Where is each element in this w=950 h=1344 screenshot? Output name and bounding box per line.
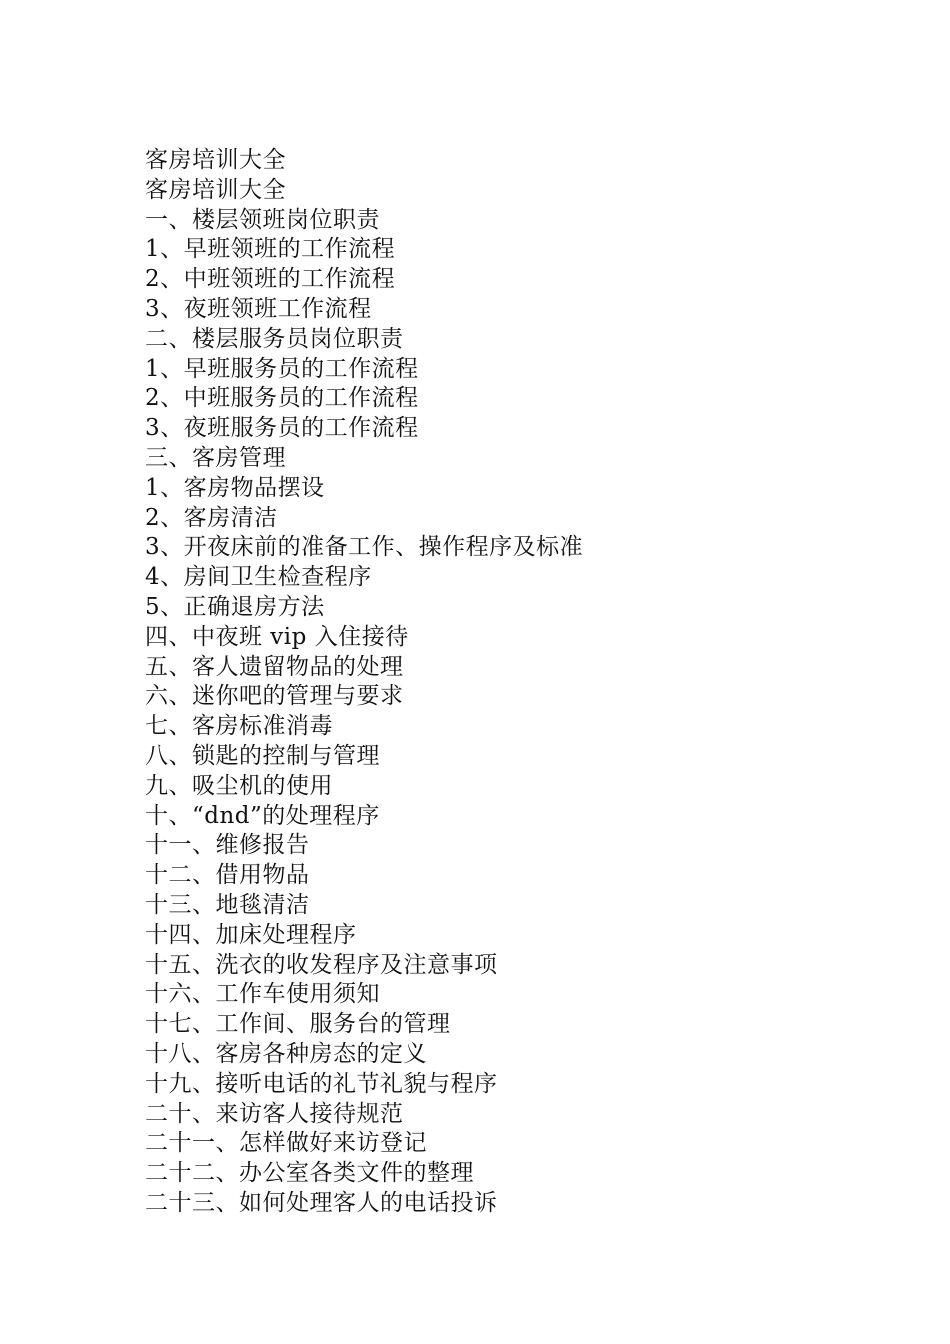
toc-line: 2、中班服务员的工作流程 (145, 385, 419, 412)
toc-line: 十三、地毯清洁 (145, 891, 310, 918)
toc-line: 二、楼层服务员岗位职责 (145, 325, 404, 352)
toc-line: 3、开夜床前的准备工作、操作程序及标准 (145, 534, 584, 561)
table-of-contents (145, 146, 845, 1219)
toc-line: 十八、客房各种房态的定义 (145, 1040, 427, 1067)
toc-line: 十六、工作车使用须知 (145, 981, 380, 1008)
toc-line: 1、客房物品摆设 (145, 474, 325, 501)
toc-line: 二十二、办公室各类文件的整理 (145, 1160, 474, 1187)
toc-line: 二十一、怎样做好来访登记 (145, 1130, 427, 1157)
toc-line: 八、锁匙的控制与管理 (145, 742, 380, 769)
toc-line: 一、楼层领班岗位职责 (145, 206, 380, 233)
toc-line: 三、客房管理 (145, 444, 286, 471)
toc-line: 4、房间卫生检查程序 (145, 564, 372, 591)
toc-line: 十四、加床处理程序 (145, 921, 357, 948)
document-title: 客房培训大全 (145, 147, 286, 173)
toc-line: 十九、接听电话的礼节礼貌与程序 (145, 1070, 498, 1097)
toc-line: 二十、来访客人接待规范 (145, 1100, 404, 1127)
toc-line: 5、正确退房方法 (145, 593, 325, 620)
toc-line: 十七、工作间、服务台的管理 (145, 1011, 451, 1038)
toc-line: 十、“dnd”的处理程序 (145, 802, 380, 829)
toc-line: 四、中夜班 vip 入住接待 (145, 623, 409, 650)
toc-line: 六、迷你吧的管理与要求 (145, 683, 404, 710)
toc-line: 1、早班服务员的工作流程 (145, 355, 419, 382)
toc-line: 十五、洗衣的收发程序及注意事项 (145, 951, 498, 978)
toc-line: 3、夜班服务员的工作流程 (145, 415, 419, 442)
toc-line: 二十三、如何处理客人的电话投诉 (145, 1189, 498, 1216)
toc-line: 十二、借用物品 (145, 862, 310, 889)
toc-line: 客房培训大全 (145, 176, 286, 203)
toc-line: 五、客人遗留物品的处理 (145, 653, 404, 680)
toc-line: 2、客房清洁 (145, 504, 278, 531)
toc-line: 十一、维修报告 (145, 832, 310, 859)
toc-line: 2、中班领班的工作流程 (145, 266, 396, 293)
toc-line: 1、早班领班的工作流程 (145, 236, 396, 263)
toc-line: 九、吸尘机的使用 (145, 772, 333, 799)
toc-line: 七、客房标准消毒 (145, 713, 333, 740)
toc-line: 3、夜班领班工作流程 (145, 295, 372, 322)
